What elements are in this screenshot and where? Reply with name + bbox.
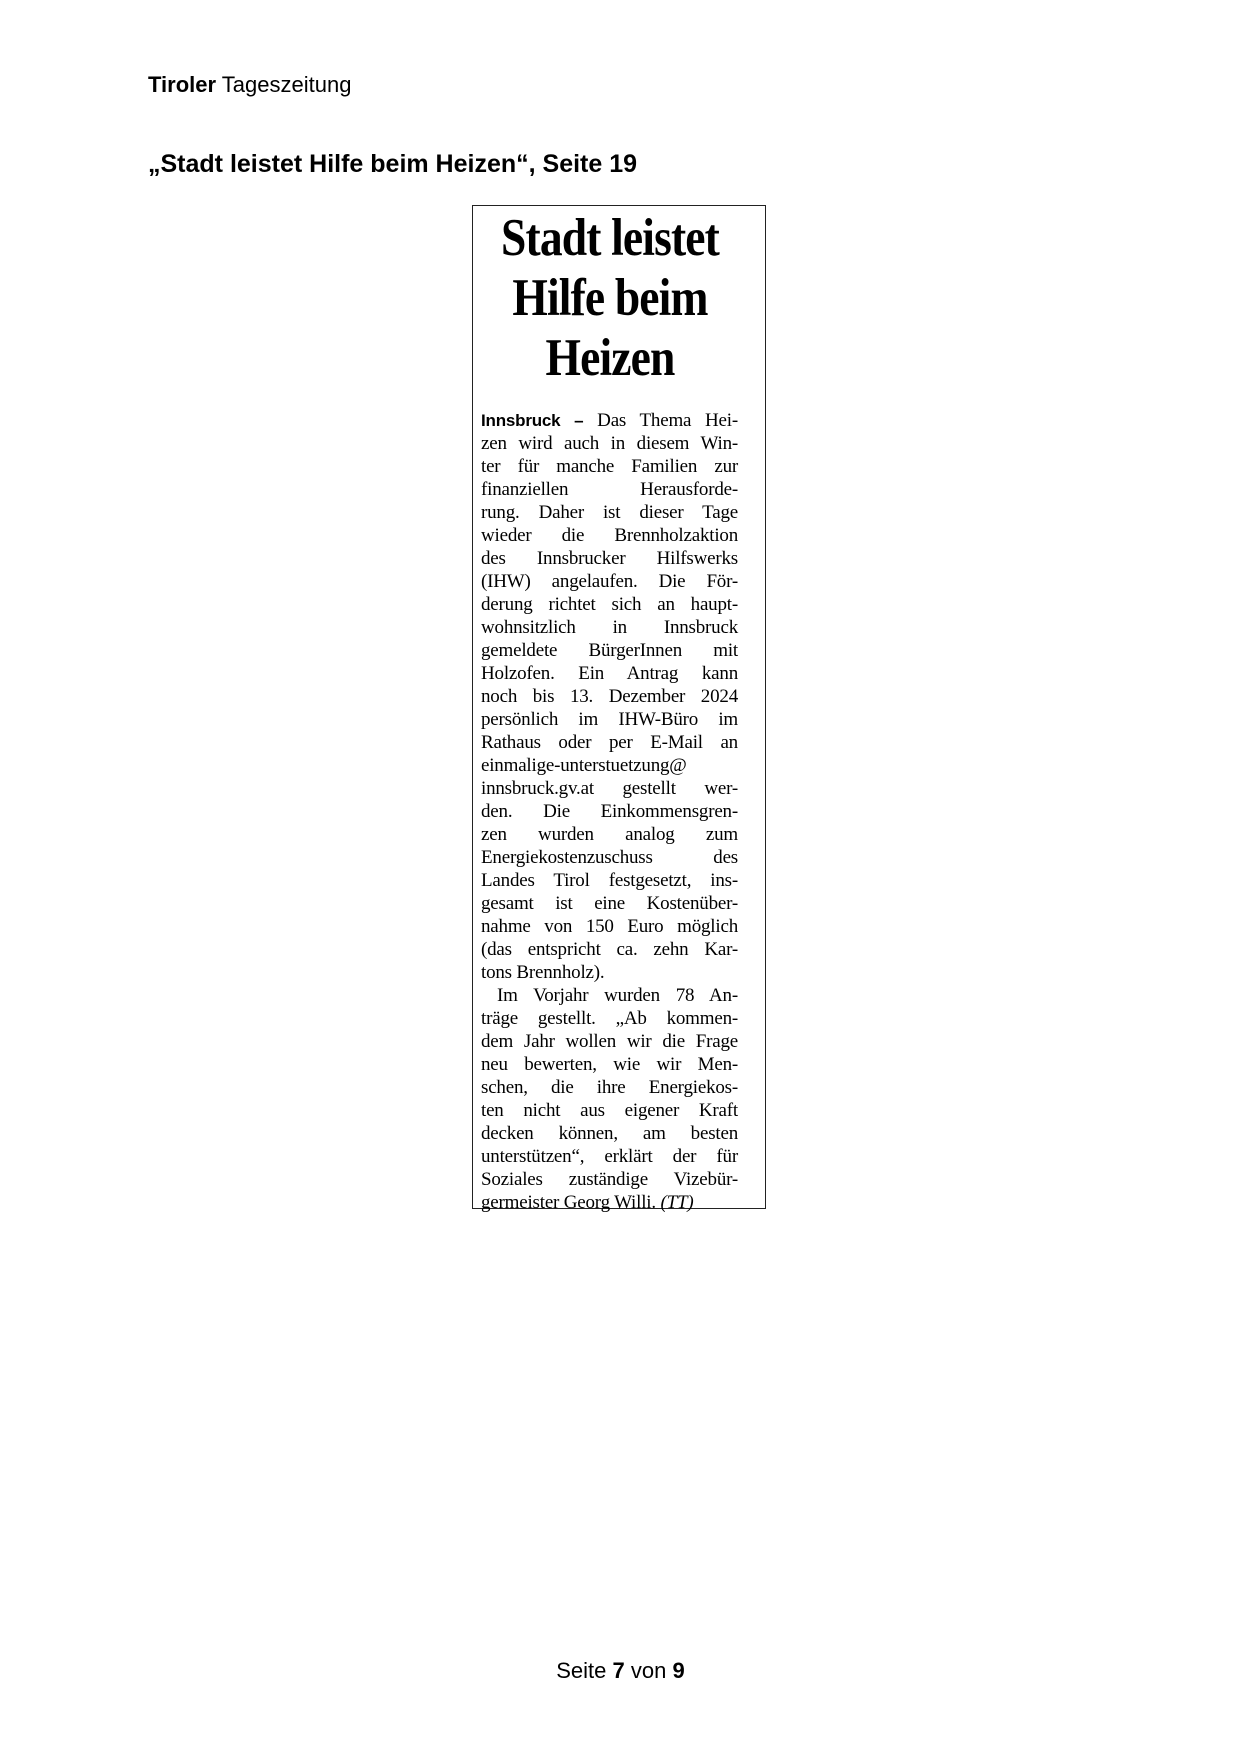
headline-line: Hilfe beim — [512, 269, 708, 327]
article-line: den. Die Einkommensgren- — [481, 801, 738, 822]
article-line: (IHW) angelaufen. Die För- — [481, 571, 738, 592]
publication-name — [148, 70, 351, 100]
article-reference-title: „Stadt leistet Hilfe beim Heizen“, Seite 19 — [148, 150, 638, 178]
publication-name-rest: Tageszeitung — [221, 72, 352, 97]
publication-name-bold: Tiroler — [148, 72, 217, 97]
article-line: derung richtet sich an haupt- — [481, 594, 738, 615]
article-line: innsbruck.gv.at gestellt wer- — [481, 778, 738, 799]
article-line: nahme von 150 Euro möglich — [481, 916, 738, 937]
article-line: Holzofen. Ein Antrag kann — [481, 663, 738, 684]
article-line: Landes Tirol festgesetzt, ins- — [481, 870, 738, 891]
page-number-middle: von — [630, 1658, 667, 1683]
article-line: Im Vorjahr wurden 78 An- — [497, 985, 738, 1006]
article-line: tons Brennholz). — [481, 962, 605, 983]
article-line: dem Jahr wollen wir die Frage — [481, 1031, 738, 1052]
article-line: wieder die Brennholzaktion — [481, 525, 738, 546]
article-line: gesamt ist eine Kostenüber- — [481, 893, 738, 914]
article-line: wohnsitzlich in Innsbruck — [481, 617, 738, 638]
article-line: ten nicht aus eigener Kraft — [481, 1100, 738, 1121]
article-line: des Innsbrucker Hilfswerks — [481, 548, 738, 569]
article-line: decken können, am besten — [481, 1123, 738, 1144]
article-line: gemeldete BürgerInnen mit — [481, 640, 738, 661]
article-line: germeister Georg Willi. (TT) — [481, 1192, 694, 1213]
article-line: neu bewerten, wie wir Men- — [481, 1054, 738, 1075]
headline-line: Stadt leistet — [501, 209, 719, 267]
article-line: einmalige-unterstuetzung@ — [481, 755, 687, 776]
article-line: träge gestellt. „Ab kommen- — [481, 1008, 738, 1029]
page-number-prefix: Seite — [556, 1658, 607, 1683]
article-line: Innsbruck – Das Thema Hei- — [481, 410, 738, 431]
article-line: schen, die ihre Energiekos- — [481, 1077, 738, 1098]
article-line: Energiekostenzuschuss des — [481, 847, 738, 868]
article-line: Soziales zuständige Vizebür- — [481, 1169, 738, 1190]
current-page: 7 — [612, 1658, 625, 1683]
article-line: zen wird auch in diesem Win- — [481, 433, 738, 454]
article-line: Rathaus oder per E-Mail an — [481, 732, 738, 753]
article-line: persönlich im IHW-Büro im — [481, 709, 738, 730]
article-line: (das entspricht ca. zehn Kar- — [481, 939, 738, 960]
newspaper-clipping — [472, 205, 766, 1213]
article-line: zen wurden analog zum — [481, 824, 738, 845]
article-line: ter für manche Familien zur — [481, 456, 738, 477]
article-line: noch bis 13. Dezember 2024 — [481, 686, 738, 707]
page-number — [0, 1656, 1241, 1686]
article-body — [481, 409, 738, 1214]
article-line: rung. Daher ist dieser Tage — [481, 502, 738, 523]
article-line: unterstützen“, erklärt der für — [481, 1146, 738, 1167]
article-signature: (TT) — [660, 1192, 694, 1213]
total-pages: 9 — [672, 1658, 685, 1683]
headline-line: Heizen — [545, 329, 675, 387]
article-dateline: Innsbruck – — [481, 411, 584, 430]
article-headline — [481, 206, 739, 388]
article-line: finanziellen Herausforde- — [481, 479, 738, 500]
